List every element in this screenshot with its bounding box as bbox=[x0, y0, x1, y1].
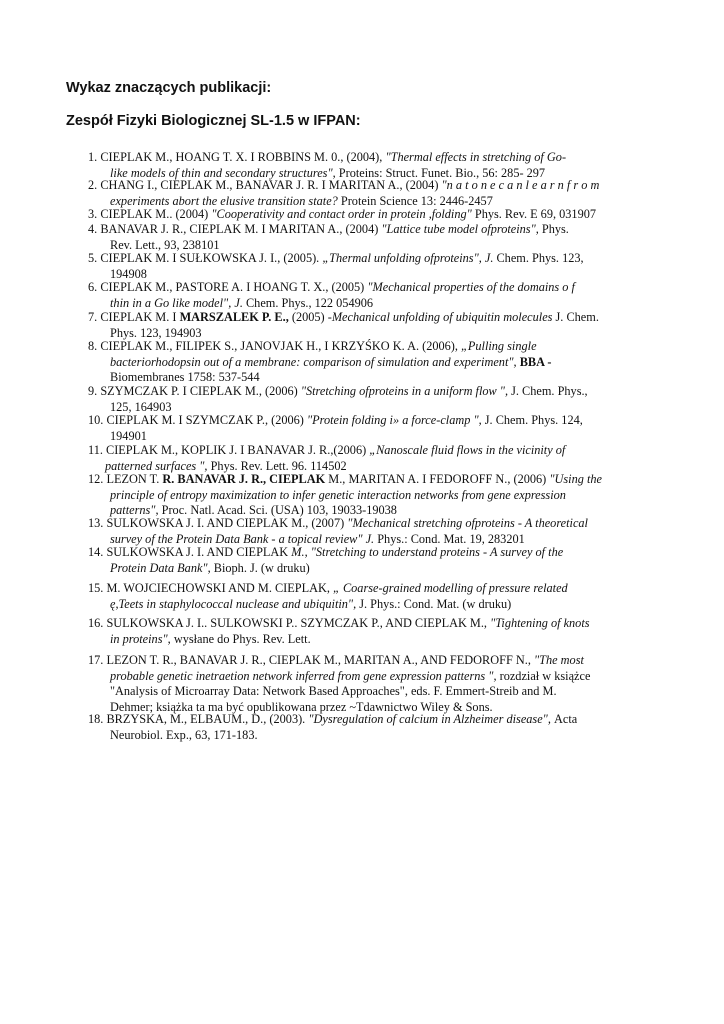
publication-text: 8. bbox=[88, 339, 98, 353]
publication-line bbox=[88, 488, 626, 504]
publication-text: probable genetic inetraetion network inferred from gene expression patterns ", bbox=[110, 668, 500, 683]
publication-text: patterned surfaces ", bbox=[105, 458, 211, 473]
publication-text: rozdział w książce bbox=[499, 668, 591, 683]
publication-text: R. BANAVAR J. R., CIEPLAK bbox=[162, 472, 329, 486]
publication-text: 12. bbox=[88, 472, 104, 486]
publication-text: 1. bbox=[88, 150, 98, 164]
publication-text: "Lattice tube model ofproteins", bbox=[381, 222, 542, 236]
publication-text: Phys. Rev. Lett. 96. 114502 bbox=[210, 458, 347, 473]
publication-line bbox=[88, 251, 626, 267]
publication-text: LEZON T. R., BANAVAR J. R., CIEPLAK M., MARITAN A., AND FEDOROFF N., bbox=[106, 653, 534, 667]
publication-text: "Mechanical properties of the domains o f bbox=[367, 280, 575, 294]
publication-text: CIEPLAK M. I SUŁKOWSKA J. I., (2005). bbox=[100, 251, 323, 265]
publication-text: Acta bbox=[554, 712, 578, 726]
publication-line bbox=[88, 597, 626, 613]
publication-text: "Stretching ofproteins in a uniform flow ", bbox=[300, 384, 512, 398]
publication-text: CIEPLAK M. I bbox=[100, 310, 180, 324]
publication-text: M. WOJCIECHOWSKI AND M. CIEPLAK, bbox=[106, 581, 334, 595]
publication-text: BBA - bbox=[519, 354, 552, 369]
publication-line bbox=[88, 429, 626, 445]
publication-text: experiments abort the elusive transition state? bbox=[110, 193, 341, 208]
publication-text: Neurobiol. Exp., 63, 171-183. bbox=[110, 727, 258, 742]
publication-text: Mechanical unfolding of ubiquitin molecules bbox=[331, 310, 556, 324]
publication-item bbox=[88, 310, 626, 341]
publication-item bbox=[88, 413, 626, 444]
publication-item bbox=[88, 616, 626, 647]
publication-line bbox=[88, 296, 626, 312]
publication-item bbox=[88, 545, 626, 576]
publication-text: Protein Science 13: 2446-2457 bbox=[340, 193, 493, 208]
publication-text: LEZON T. bbox=[106, 472, 163, 486]
publication-item bbox=[88, 222, 626, 253]
publication-text: "Dysregulation of calcium in Alzheimer disease", bbox=[308, 712, 554, 726]
publication-text: MARSZALEK P. E., bbox=[179, 310, 292, 324]
publication-text: BRZYSKA, M., ELBAUM., D., (2003). bbox=[106, 712, 309, 726]
publication-text: M., MARITAN A. I FEDOROFF N., (2006) bbox=[328, 472, 550, 486]
publication-text: 6. bbox=[88, 280, 98, 294]
publication-text: Biomembranes 1758: 537-544 bbox=[110, 370, 260, 385]
publication-item bbox=[88, 516, 626, 547]
publication-text: CIEPLAK M., FILIPEK S., JANOVJAK H., I KRZYŚKO K. A. (2006), bbox=[100, 339, 462, 353]
publication-text: 11. bbox=[88, 443, 103, 457]
publication-text: 18. bbox=[88, 712, 104, 726]
publication-text: J. Phys.: Cond. Mat. (w druku) bbox=[359, 596, 512, 611]
publication-text: 3. bbox=[88, 207, 98, 221]
publication-line bbox=[88, 443, 626, 459]
publication-item bbox=[88, 251, 626, 282]
publication-text: Chem. Phys., 122 054906 bbox=[245, 295, 374, 310]
publication-text: „Nanoscale fluid flows in the vicinity of bbox=[369, 443, 566, 457]
publication-text: M., "Stretching to understand proteins - A survey of the bbox=[291, 545, 564, 559]
publication-text: "n a t o n e c a n l e a r n f r o m bbox=[441, 178, 600, 192]
publication-text: 194901 bbox=[110, 428, 147, 443]
publication-text: "Cooperativity and contact order in protein ,folding" bbox=[211, 207, 475, 221]
publication-line bbox=[88, 712, 626, 728]
publication-text: J. Chem. Phys., bbox=[511, 384, 588, 398]
publication-text: "Using the bbox=[549, 472, 602, 486]
publication-text: CIEPLAK M., HOANG T. X. I ROBBINS M. 0., (2004), bbox=[100, 150, 386, 164]
publication-text: 9. bbox=[88, 384, 98, 398]
publication-text: 10. bbox=[88, 413, 104, 427]
publication-line bbox=[88, 632, 626, 648]
publication-item bbox=[88, 207, 626, 223]
publication-line bbox=[88, 545, 626, 561]
publication-line bbox=[88, 653, 626, 669]
publication-text: 17. bbox=[88, 653, 104, 667]
publication-text: principle of entropy maximization to infer genetic interaction networks from gene expression bbox=[110, 487, 566, 502]
publication-text: (2005) - bbox=[291, 310, 332, 324]
publication-item bbox=[88, 150, 626, 181]
publication-text: 194908 bbox=[110, 266, 147, 281]
publication-line bbox=[88, 310, 626, 326]
publication-text: "Tightening of knots bbox=[490, 616, 590, 630]
publication-text: "Analysis of Microarray Data: Network Based Approaches", eds. F. Emmert-Streib and M. bbox=[110, 684, 557, 699]
publication-text: CIEPLAK M., KOPLIK J. I BANAVAR J. R.,(2006) bbox=[106, 443, 370, 457]
publication-text: J. Chem. Phys. 124, bbox=[484, 413, 583, 427]
publication-text: Phys. 123, 194903 bbox=[110, 325, 202, 340]
publication-text: "Mechanical stretching ofproteins - A theoretical bbox=[347, 516, 588, 530]
publication-text: „Thermal unfolding ofproteins", J. bbox=[322, 251, 497, 265]
publication-text: 5. bbox=[88, 251, 98, 265]
publication-text: Proc. Natl. Acad. Sci. (USA) 103, 19033-19038 bbox=[161, 503, 397, 518]
publication-line bbox=[88, 561, 626, 577]
publication-item bbox=[88, 280, 626, 311]
publication-text: 14. bbox=[88, 545, 104, 559]
publication-line bbox=[88, 384, 626, 400]
publication-text: bacteriorhodopsin out of a membrane: comparison of simulation and experiment", bbox=[110, 354, 520, 369]
publication-text: Rev. Lett., 93, 238101 bbox=[110, 237, 220, 252]
publication-item bbox=[88, 712, 626, 743]
publication-line bbox=[88, 516, 626, 532]
publication-text: in proteins", bbox=[110, 631, 174, 646]
publication-text: CIEPLAK M.. (2004) bbox=[100, 207, 212, 221]
publication-text: CIEPLAK M., PASTORE A. I HOANG T. X., (2005) bbox=[100, 280, 368, 294]
publication-text: SZYMCZAK P. I CIEPLAK M., (2006) bbox=[100, 384, 301, 398]
publication-text: "The most bbox=[533, 653, 584, 667]
publication-text: Phys.: Cond. Mat. 19, 283201 bbox=[377, 531, 525, 546]
publication-text: 2. bbox=[88, 178, 98, 192]
publication-text: CHANG I., CIEPLAK M., BANAVAR J. R. I MARITAN A., (2004) bbox=[100, 178, 442, 192]
page-heading: Wykaz znaczących publikacji: bbox=[66, 80, 272, 96]
publication-text: Phys. Rev. E 69, 031907 bbox=[474, 207, 597, 221]
team-subheading: Zespół Fizyki Biologicznej SL-1.5 w IFPAN: bbox=[66, 113, 361, 129]
publication-line bbox=[88, 472, 626, 488]
publication-text: "Protein folding i» a force-clamp ", bbox=[306, 413, 485, 427]
publication-text: 16. bbox=[88, 616, 104, 630]
publication-line bbox=[88, 150, 626, 166]
publication-item bbox=[88, 653, 626, 715]
publication-line bbox=[88, 581, 626, 597]
publication-text: „ Coarse-grained modelling of pressure related bbox=[333, 581, 568, 595]
publication-text: 13. bbox=[88, 516, 104, 530]
publication-text: J. Chem. bbox=[555, 310, 599, 324]
publication-line bbox=[88, 616, 626, 632]
publication-line bbox=[88, 178, 626, 194]
publication-text: 7. bbox=[88, 310, 98, 324]
publication-text: 15. bbox=[88, 581, 104, 595]
publication-text: survey of the Protein Data Bank - a topical review" J. bbox=[110, 531, 378, 546]
publication-text: Dehmer; książka ta ma być opublikowana przez ~Tdawnictwo Wiley & Sons. bbox=[110, 699, 493, 714]
publication-text: Phys. bbox=[541, 222, 569, 236]
publication-text: ę,Teets in staphylococcal nuclease and ubiquitin", bbox=[110, 596, 360, 611]
publication-text: BANAVAR J. R., CIEPLAK M. I MARITAN A., (2004) bbox=[100, 222, 382, 236]
publication-item bbox=[88, 443, 626, 474]
publication-line bbox=[88, 355, 626, 371]
publication-line bbox=[88, 207, 626, 223]
publication-text: „Pulling single bbox=[461, 339, 537, 353]
publication-text: wysłane do Phys. Rev. Lett. bbox=[173, 631, 311, 646]
publication-item bbox=[88, 581, 626, 612]
publication-line bbox=[88, 222, 626, 238]
publication-item bbox=[88, 384, 626, 415]
publication-text: SULKOWSKA J. I.. SULKOWSKI P.. SZYMCZAK P., AND CIEPLAK M., bbox=[106, 616, 491, 630]
publication-text: SULKOWSKA J. I. AND CIEPLAK bbox=[106, 545, 292, 559]
publication-line bbox=[88, 413, 626, 429]
publication-text: thin in a Go like model", J. bbox=[110, 295, 246, 310]
publication-line bbox=[88, 669, 626, 685]
publication-text: Chem. Phys. 123, bbox=[496, 251, 584, 265]
publication-text: Bioph. J. (w druku) bbox=[213, 560, 310, 575]
publication-text: Proteins: Struct. Funet. Bio., 56: 285- 297 bbox=[338, 165, 546, 180]
publication-line bbox=[88, 339, 626, 355]
publication-text: 125, 164903 bbox=[110, 399, 172, 414]
publication-item bbox=[88, 472, 626, 519]
publication-line bbox=[88, 684, 626, 700]
publication-text: Protein Data Bank", bbox=[110, 560, 214, 575]
publication-text: SULKOWSKA J. I. AND CIEPLAK M., (2007) bbox=[106, 516, 348, 530]
publication-line bbox=[88, 280, 626, 296]
publication-text: like models of thin and secondary structures", bbox=[110, 165, 339, 180]
publication-item bbox=[88, 339, 626, 386]
publication-text: 4. bbox=[88, 222, 98, 236]
publication-line bbox=[88, 728, 626, 744]
publication-text: CIEPLAK M. I SZYMCZAK P., (2006) bbox=[106, 413, 307, 427]
publication-item bbox=[88, 178, 626, 209]
publication-text: "Thermal effects in stretching of Go- bbox=[385, 150, 567, 164]
publication-text: patterns", bbox=[110, 503, 162, 518]
